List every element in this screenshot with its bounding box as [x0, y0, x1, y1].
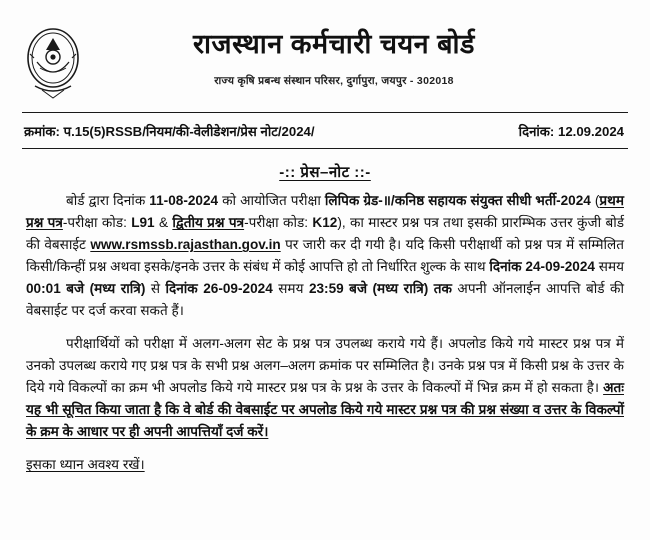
p1-objection-to-time: 23:59 बजे (मध्य रात्रि) तक [308, 281, 452, 297]
p1-objection-to-date: दिनांक 26-09-2024 [165, 281, 273, 297]
p1-seg3: ( [590, 193, 600, 208]
p1-seg12: अपनी ऑनलाईन आपत्ति बोर्ड की वेबसाईट पर दर्ज करवा सकते हैं। [26, 281, 624, 319]
meta-row [0, 113, 650, 140]
p1-seg7: ), का मास्टर प्रश्न पत्र तथा इसकी प्रारम्भिक उत्तर कुंजी बोर्ड की वेबसाईट [26, 215, 624, 253]
paragraph-two-closing [26, 454, 624, 476]
p1-seg6: -परीक्षा कोड: [244, 215, 313, 231]
organization-title: राजस्थान कर्मचारी चयन बोर्ड [193, 29, 475, 59]
document-body [0, 182, 650, 476]
p1-seg11: समय [272, 281, 309, 297]
p1-seg9: समय [594, 259, 625, 275]
p1-paper-one: प्रथम प्रश्न पत्र [26, 193, 624, 231]
p2-highlight: अतः यह भी सूचित किया जाता है कि वे बोर्ड की वेबसाईट पर अपलोड किये गये मास्टर प्रश्न पत्र की प्रश्न संख्या व उत्तर के विकल्पों के क्रम के आधार पर ही अपनी आपत्तियाँ दर्ज करें। [26, 380, 624, 440]
p1-seg4: -परीक्षा कोड: [62, 215, 132, 231]
p1-seg5: & [154, 215, 173, 231]
paragraph-one [26, 190, 624, 322]
p1-code-one: L91 [131, 215, 155, 231]
board-website-link[interactable]: www.rsmssb.rajasthan.gov.in [90, 237, 281, 253]
p2-closing: इसका ध्यान अवश्य रखें। [26, 457, 145, 473]
document-header [0, 0, 650, 102]
header-text-block [84, 18, 624, 88]
meta-divider [22, 148, 628, 149]
organization-address: राज्य कृषि प्रबन्ध संस्थान परिसर, दुर्गापुरा, जयपुर - 302018 [214, 74, 454, 87]
press-note-heading: -:: प्रेस–नोट ::- [279, 164, 371, 181]
rajasthan-state-emblem-icon [22, 24, 84, 102]
p1-code-two: K12 [312, 215, 338, 231]
p1-objection-from-time: 00:01 बजे (मध्य रात्रि) [26, 281, 146, 297]
p1-paper-two: द्वितीय प्रश्न पत्र [172, 215, 245, 231]
p1-seg8: पर जारी कर दी गयी है। यदि किसी परीक्षार्थी को प्रश्न पत्र में सम्मिलित किसी/किन्हीं प्रश्न अथवा इसके/इनके उत्तर के संबंध में कोई आपत्ति हो तो निर्धारित शुल्क के साथ [26, 237, 624, 275]
p1-exam-date: 11-08-2024 [149, 193, 219, 208]
p1-objection-from-date: दिनांक 24-09-2024 [489, 259, 595, 275]
p2-seg1: परीक्षार्थियों को परीक्षा में अलग-अलग सेट के प्रश्न पत्र उपलब्ध कराये गये हैं। अपलोड किये गये मास्टर प्रश्न पत्र में उनको उपलब्ध कराये गए प्रश्न पत्र के सभी प्रश्न अलग–अलग क्रमांक पर सम्मिलित है। उनके प्रश्न पत्र में किसी प्रश्न के उत्तर के दिये गये विकल्पों का क्रम भी अपलोड किये गये मास्टर प्रश्न पत्र के प्रश्न के उत्तर के विकल्पों में भिन्न क्रम में हो सकता है। [26, 336, 624, 396]
p1-seg10: से [145, 281, 166, 297]
reference-number: क्रमांक: प.15(5)RSSB/नियम/की-वेलीडेशन/प्रेस नोट/2024/ [24, 124, 315, 139]
p1-seg2: को आयोजित परीक्षा [218, 193, 325, 208]
p1-seg1: बोर्ड द्वारा दिनांक [66, 193, 150, 208]
p1-exam-name: लिपिक ग्रेड-॥/कनिष्ठ सहायक संयुक्त सीधी भर्ती-2024 [324, 193, 591, 208]
paragraph-two [26, 333, 624, 443]
document-date: दिनांक: 12.09.2024 [518, 124, 624, 139]
